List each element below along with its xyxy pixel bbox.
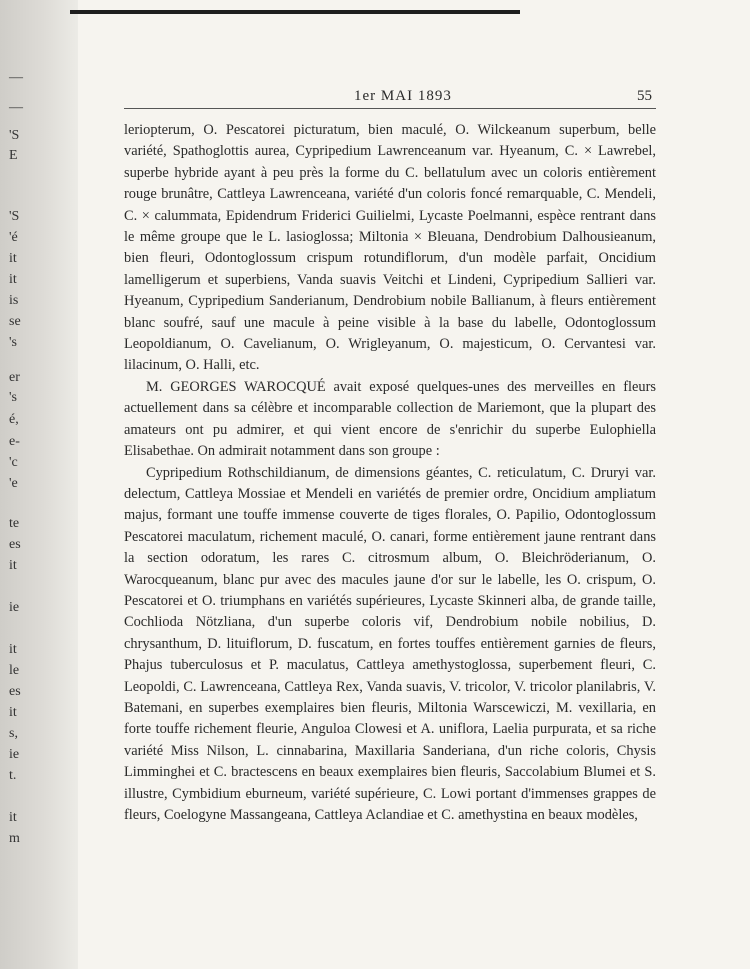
margin-fragment: er — [9, 370, 20, 385]
margin-fragment: it — [9, 558, 17, 573]
margin-fragment: it — [9, 810, 17, 825]
paragraph: M. GEORGES WAROCQUÉ avait exposé quelques-unes des merveilles en fleurs actuellement dans sa célèbre et incomparable collection de Mariemont, que la plupart des amateurs ont pu admirer, et qui vient encore de s'enrichir du superbe Eulophiella Elisabethae. On admirait notamment dans son groupe : — [124, 378, 656, 460]
margin-fragment: 'é — [9, 230, 18, 245]
margin-fragment: 'c — [9, 455, 18, 470]
margin-fragment: e- — [9, 434, 20, 449]
margin-fragment: — — [9, 100, 23, 115]
margin-fragment: se — [9, 314, 21, 329]
previous-page-margin — [0, 0, 36, 969]
margin-fragment: it — [9, 251, 17, 266]
margin-fragment: is — [9, 293, 19, 308]
margin-fragment: 'S — [9, 209, 20, 224]
margin-fragment: t. — [9, 768, 17, 783]
margin-fragment: E — [9, 148, 18, 163]
margin-fragment: it — [9, 642, 17, 657]
margin-fragment: 'e — [9, 476, 18, 491]
margin-fragment: te — [9, 516, 20, 531]
margin-fragment: m — [9, 831, 20, 846]
page-number: 55 — [637, 88, 652, 104]
margin-fragment: — — [9, 70, 23, 85]
margin-fragment: 's — [9, 335, 17, 350]
running-header — [124, 88, 656, 108]
header-date: 1er MAI 1893 — [354, 88, 452, 104]
margin-fragment: ie — [9, 600, 20, 615]
margin-fragment: es — [9, 537, 21, 552]
margin-fragment: 's — [9, 390, 17, 405]
margin-fragment: le — [9, 663, 20, 678]
header-rule — [124, 108, 656, 109]
margin-fragment: it — [9, 705, 17, 720]
margin-fragment: é, — [9, 412, 19, 427]
paragraph: leriopterum, O. Pescatorei picturatum, bien maculé, O. Wilckeanum superbum, belle variété, Spathoglottis aurea, Cypripedium Lawrenceanum var. Hyeanum, C. × Lawrebel, superbe hybride ayant à peu près la forme du C. bellatulum avec un coloris entièrement rouge brunâtre, Cattleya Lawrenceana, variété d'un coloris foncé remarquable, C. Mendeli, C. × calummata, Epidendrum Friderici Guilielmi, Lycaste Poelmanni, espèce rentrant dans le même groupe que le L. lasioglossa; Miltonia × Bleuana, Dendrobium Dalhousieanum, bien fleuri, Odontoglossum crispum rotundiflorum, d'un modèle parfait, Oncidium lamelligerum et superbiens, Vanda suavis Veitchi et Lindeni, Cypripedium Sallieri var. Hyeanum, Cypripedium Sanderianum, Dendrobium nobile Ballianum, à fleurs entièrement blanc soufré, sauf une macule à peine visible à la base du labelle, Odontoglossum Leopoldianum, O. Cavelianum, O. Wrigleyanum, O. majesticum, O. Cervantesi var. lilacinum, O. Halli, etc. — [124, 122, 656, 374]
top-edge-rule — [70, 10, 520, 14]
margin-fragment: 'S — [9, 128, 20, 143]
paragraph: Cypripedium Rothschildianum, de dimensions géantes, C. reticulatum, C. Druryi var. delectum, Cattleya Mossiae et Mendeli en variétés de premier ordre, Oncidium ampliatum majus, formant une touffe immense couverte de tiges florales, O. Papilio, Odontoglossum Pescatorei maculatum, richement maculé, O. canari, forme entièrement jaune rentrant dans la section odoratum, les rares C. citrosmum album, O. Bleichröderianum, O. Warocqueanum, blanc pur avec des macules jaune d'or sur le labelle, les O. crispum, O. Pescatorei et O. triumphans en variétés supérieures, Lycaste Skinneri alba, de grande taille, Cochlioda Nötzliana, d'un superbe coloris vif, Dendrobium nobile nobilius, D. chrysanthum, D. lituiflorum, D. fuscatum, en fortes touffes entièrement garnies de fleurs, Phajus tuberculosus et P. maculatus, Cattleya amethystoglossa, superbement fleuri, C. Leopoldi, C. Lawrenceana, Cattleya Rex, Vanda suavis, V. tricolor, V. tricolor planilabris, V. Batemani, en superbes exemplaires bien fleuris, Miltonia Warscewiczi, M. vexillaria, en forte touffe richement fleurie, Anguloa Clowesi et A. uniflora, Laelia purpurata, et sa riche variété Miss Nilson, L. cinnabarina, Maxillaria Sanderiana, d'un riche coloris, Chysis Limminghei et C. bractescens en beaux exemplaires bien fleuris, Saccolabium Blumei et S. illustre, Cymbidium eburneum, variété supérieure, C. Lowi portant d'immenses grappes de fleurs, Coelogyne Massangeana, Cattleya Aclandiae et C. amethystina en beaux modèles, — [124, 464, 656, 823]
body-text — [124, 120, 656, 826]
margin-fragment: it — [9, 272, 17, 287]
margin-fragment: ie — [9, 747, 20, 762]
margin-fragment: es — [9, 684, 21, 699]
margin-fragment: s, — [9, 726, 18, 741]
